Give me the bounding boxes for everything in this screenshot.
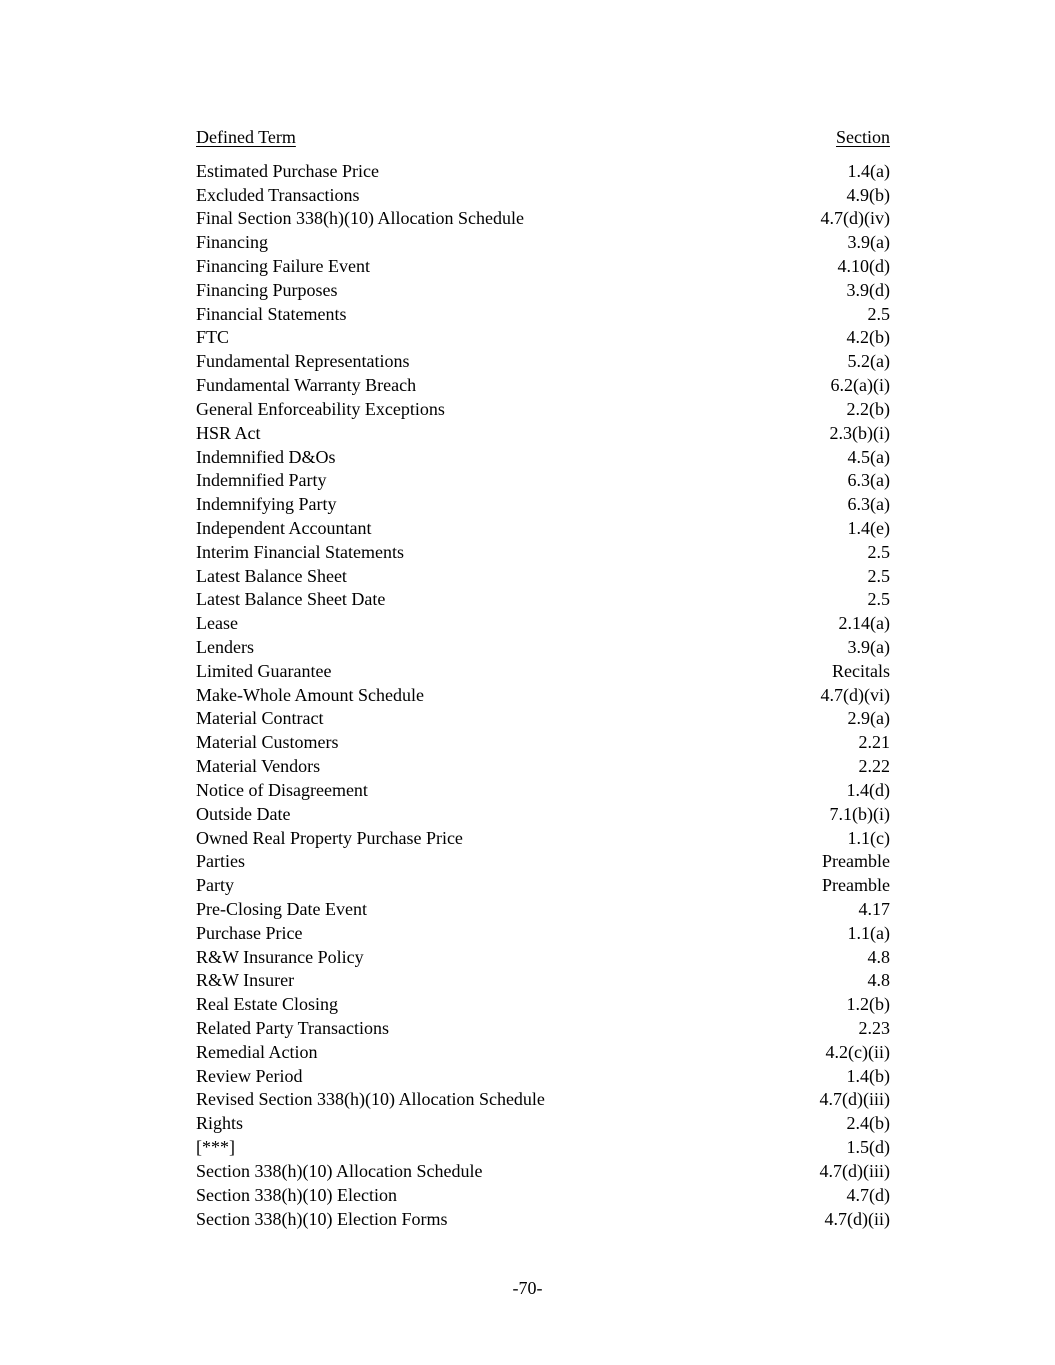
section-cell: 2.21 (858, 732, 890, 753)
term-cell: Revised Section 338(h)(10) Allocation Schedule (196, 1089, 545, 1110)
term-cell: Outside Date (196, 803, 291, 824)
table-row (196, 350, 890, 374)
section-cell: 1.1(c) (847, 827, 890, 848)
section-cell: 4.7(d)(iii) (819, 1160, 890, 1181)
section-cell: 2.5 (867, 541, 890, 562)
term-cell: Notice of Disagreement (196, 779, 368, 800)
table-header-row (196, 126, 890, 150)
section-cell: 4.7(d) (846, 1184, 890, 1205)
term-cell: Rights (196, 1113, 244, 1134)
section-cell: Recitals (832, 660, 890, 681)
table-row (196, 684, 890, 708)
table-row (196, 588, 890, 612)
section-cell: 4.7(d)(iii) (819, 1089, 890, 1110)
section-cell: 4.8 (867, 970, 890, 991)
table-row (196, 422, 890, 446)
table-row (196, 184, 890, 208)
section-cell: 4.7(d)(vi) (820, 684, 890, 705)
section-cell: 4.2(c)(ii) (825, 1041, 890, 1062)
table-row (196, 850, 890, 874)
term-cell: Owned Real Property Purchase Price (196, 827, 463, 848)
term-cell: HSR Act (196, 422, 261, 443)
term-cell: Section 338(h)(10) Election Forms (196, 1208, 448, 1229)
defined-terms-list (196, 160, 890, 1232)
table-row (196, 755, 890, 779)
section-cell: 4.5(a) (847, 446, 890, 467)
table-row (196, 326, 890, 350)
term-cell: Limited Guarantee (196, 660, 332, 681)
table-row (196, 660, 890, 684)
section-cell: 4.7(d)(ii) (824, 1208, 890, 1229)
term-cell: R&W Insurance Policy (196, 946, 364, 967)
table-row (196, 827, 890, 851)
term-cell: Material Vendors (196, 756, 321, 777)
section-cell: 1.2(b) (846, 994, 890, 1015)
table-row (196, 1208, 890, 1232)
term-cell: Parties (196, 851, 245, 872)
section-cell: Preamble (822, 851, 890, 872)
term-cell: Fundamental Representations (196, 351, 410, 372)
term-cell: Financing Purposes (196, 279, 338, 300)
table-row (196, 207, 890, 231)
section-cell: 6.3(a) (847, 494, 890, 515)
section-cell: 4.10(d) (837, 256, 890, 277)
term-cell: Section 338(h)(10) Allocation Schedule (196, 1160, 483, 1181)
table-row (196, 922, 890, 946)
section-cell: 4.2(b) (846, 327, 890, 348)
section-cell: 6.3(a) (847, 470, 890, 491)
table-row (196, 946, 890, 970)
term-cell: Section 338(h)(10) Election (196, 1184, 397, 1205)
section-cell: 4.17 (858, 898, 890, 919)
term-cell: Review Period (196, 1065, 303, 1086)
term-cell: R&W Insurer (196, 970, 295, 991)
term-cell: Excluded Transactions (196, 184, 360, 205)
table-row (196, 993, 890, 1017)
table-row (196, 898, 890, 922)
table-row (196, 779, 890, 803)
section-cell: 1.5(d) (846, 1137, 890, 1158)
term-cell: Estimated Purchase Price (196, 160, 379, 181)
term-cell: Latest Balance Sheet (196, 565, 347, 586)
section-cell: 3.9(a) (847, 232, 890, 253)
section-cell: Preamble (822, 875, 890, 896)
section-cell: 2.5 (867, 589, 890, 610)
section-cell: 2.5 (867, 303, 890, 324)
term-cell: General Enforceability Exceptions (196, 398, 445, 419)
term-cell: Indemnified D&Os (196, 446, 336, 467)
section-cell: 6.2(a)(i) (830, 375, 890, 396)
term-cell: Financing (196, 232, 268, 253)
table-row (196, 707, 890, 731)
section-header: Section (836, 127, 890, 147)
term-cell: Final Section 338(h)(10) Allocation Schedule (196, 208, 524, 229)
term-cell: Related Party Transactions (196, 1018, 389, 1039)
table-row (196, 541, 890, 565)
term-cell: Financial Statements (196, 303, 347, 324)
table-row (196, 1160, 890, 1184)
section-cell: 3.9(d) (846, 279, 890, 300)
section-cell: 2.23 (858, 1018, 890, 1039)
section-cell: 1.4(d) (846, 779, 890, 800)
section-cell: 2.3(b)(i) (829, 422, 890, 443)
table-row (196, 803, 890, 827)
term-cell: Lenders (196, 637, 254, 658)
table-row (196, 374, 890, 398)
term-cell: Latest Balance Sheet Date (196, 589, 386, 610)
term-cell: Indemnifying Party (196, 494, 337, 515)
section-cell: 4.9(b) (846, 184, 890, 205)
table-row (196, 398, 890, 422)
section-cell: 2.22 (858, 756, 890, 777)
table-row (196, 636, 890, 660)
term-cell: Remedial Action (196, 1041, 318, 1062)
table-row (196, 255, 890, 279)
table-row (196, 1136, 890, 1160)
term-cell: Material Contract (196, 708, 324, 729)
section-cell: 5.2(a) (847, 351, 890, 372)
table-row (196, 874, 890, 898)
section-cell: 2.4(b) (846, 1113, 890, 1134)
section-cell: 1.4(b) (846, 1065, 890, 1086)
section-cell: 1.4(e) (847, 517, 890, 538)
table-row (196, 1041, 890, 1065)
table-row (196, 160, 890, 184)
term-cell: Real Estate Closing (196, 994, 338, 1015)
section-cell: 3.9(a) (847, 637, 890, 658)
term-cell: Financing Failure Event (196, 256, 370, 277)
section-cell: 7.1(b)(i) (829, 803, 890, 824)
term-cell: Independent Accountant (196, 517, 372, 538)
table-row (196, 231, 890, 255)
table-row (196, 612, 890, 636)
section-cell: 4.7(d)(iv) (820, 208, 890, 229)
section-cell: 1.4(a) (847, 160, 890, 181)
term-cell: Indemnified Party (196, 470, 327, 491)
page-number: -70- (512, 1278, 543, 1298)
table-row (196, 493, 890, 517)
term-cell: Purchase Price (196, 922, 303, 943)
table-row (196, 1088, 890, 1112)
term-cell: FTC (196, 327, 230, 348)
table-row (196, 731, 890, 755)
section-cell: 2.2(b) (846, 398, 890, 419)
term-cell: Make-Whole Amount Schedule (196, 684, 424, 705)
table-row (196, 1017, 890, 1041)
table-row (196, 279, 890, 303)
term-cell: Lease (196, 613, 238, 634)
term-cell: Party (196, 875, 234, 896)
table-row (196, 446, 890, 470)
table-row (196, 1184, 890, 1208)
defined-terms-index (196, 126, 890, 1231)
section-cell: 2.5 (867, 565, 890, 586)
term-cell: Pre-Closing Date Event (196, 898, 367, 919)
table-row (196, 1065, 890, 1089)
term-cell: Interim Financial Statements (196, 541, 404, 562)
section-cell: 2.14(a) (838, 613, 890, 634)
table-row (196, 303, 890, 327)
table-row (196, 517, 890, 541)
table-row (196, 469, 890, 493)
table-row (196, 1112, 890, 1136)
term-cell: Fundamental Warranty Breach (196, 375, 417, 396)
term-cell: [***] (196, 1137, 235, 1158)
table-row (196, 565, 890, 589)
term-cell: Material Customers (196, 732, 339, 753)
section-cell: 2.9(a) (847, 708, 890, 729)
section-cell: 4.8 (867, 946, 890, 967)
defined-term-header: Defined Term (196, 127, 296, 147)
table-row (196, 969, 890, 993)
section-cell: 1.1(a) (847, 922, 890, 943)
